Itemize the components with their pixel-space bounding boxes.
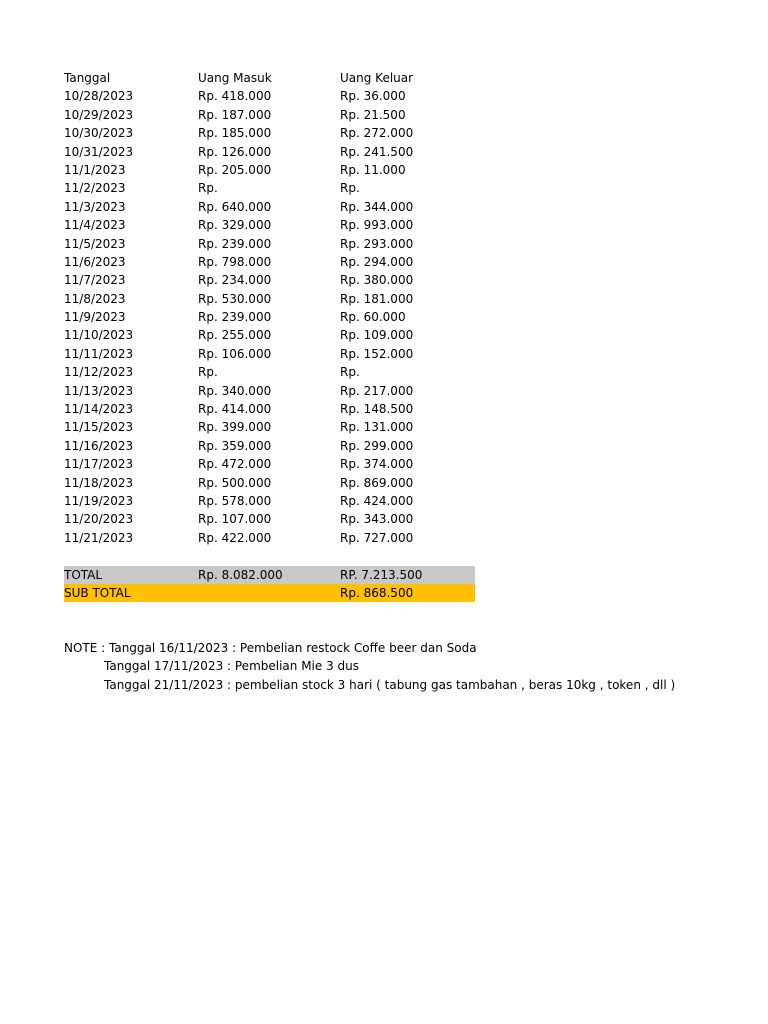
cell-tanggal: 11/13/2023 — [64, 383, 134, 398]
cell-tanggal: 11/18/2023 — [64, 475, 134, 490]
cell-uang-masuk: Rp. 126.000 — [198, 144, 272, 159]
subtotal-row — [64, 584, 475, 602]
table-row — [64, 510, 475, 528]
cell-uang-masuk: Rp. 239.000 — [198, 236, 272, 251]
total-uang-keluar: RP. 7.213.500 — [340, 567, 423, 582]
cell-uang-masuk: Rp. 205.000 — [198, 162, 272, 177]
table-row — [64, 455, 475, 473]
table-header-row — [64, 69, 475, 87]
cell-uang-masuk: Rp. 187.000 — [198, 107, 272, 122]
table-row — [64, 382, 475, 400]
cell-uang-keluar: Rp. 869.000 — [340, 475, 414, 490]
cell-uang-keluar: Rp. 424.000 — [340, 493, 414, 508]
cell-uang-keluar: Rp. 293.000 — [340, 236, 414, 251]
cell-uang-keluar: Rp. 993.000 — [340, 218, 414, 233]
cell-tanggal: 11/2/2023 — [64, 181, 126, 196]
cell-tanggal: 11/6/2023 — [64, 254, 126, 269]
cell-uang-masuk: Rp. 185.000 — [198, 126, 272, 141]
total-uang-masuk: Rp. 8.082.000 — [198, 567, 283, 582]
cash-flow-table — [64, 69, 475, 602]
cell-uang-keluar: Rp. 11.000 — [340, 162, 406, 177]
cell-uang-keluar: Rp. 131.000 — [340, 420, 414, 435]
table-row — [64, 418, 475, 436]
cell-uang-keluar: Rp. 294.000 — [340, 254, 414, 269]
total-row — [64, 566, 475, 584]
cell-tanggal: 11/19/2023 — [64, 493, 134, 508]
cell-uang-keluar: Rp. 272.000 — [340, 126, 414, 141]
cell-uang-masuk: Rp. 340.000 — [198, 383, 272, 398]
cell-tanggal: 11/8/2023 — [64, 291, 126, 306]
cell-uang-masuk: Rp. 798.000 — [198, 254, 272, 269]
cell-tanggal: 11/17/2023 — [64, 457, 134, 472]
cell-uang-masuk: Rp. 422.000 — [198, 530, 272, 545]
cell-uang-masuk: Rp. 107.000 — [198, 512, 272, 527]
cell-uang-masuk: Rp. 414.000 — [198, 402, 272, 417]
table-row — [64, 143, 475, 161]
cell-uang-keluar: Rp. 148.500 — [340, 402, 414, 417]
cell-tanggal: 10/31/2023 — [64, 144, 134, 159]
total-label: TOTAL — [64, 567, 103, 582]
cell-tanggal: 11/9/2023 — [64, 310, 126, 325]
table-row — [64, 363, 475, 381]
cell-uang-keluar: Rp. 109.000 — [340, 328, 414, 343]
cell-uang-masuk: Rp. 640.000 — [198, 199, 272, 214]
cell-tanggal: 11/11/2023 — [64, 346, 134, 361]
cell-tanggal: 11/12/2023 — [64, 365, 134, 380]
cell-tanggal: 11/20/2023 — [64, 512, 134, 527]
cell-uang-masuk: Rp. 106.000 — [198, 346, 272, 361]
note-line-3: Tanggal 21/11/2023 : pembelian stock 3 hari ( tabung gas tambahan , beras 10kg , token , dll ) — [104, 677, 676, 692]
cell-uang-keluar: Rp. 36.000 — [340, 89, 406, 104]
table-row — [64, 437, 475, 455]
cell-uang-masuk: Rp. 329.000 — [198, 218, 272, 233]
table-row — [64, 179, 475, 197]
table-row — [64, 198, 475, 216]
table-row — [64, 124, 475, 142]
cell-uang-keluar: Rp. 299.000 — [340, 438, 414, 453]
table-row — [64, 290, 475, 308]
cell-tanggal: 11/5/2023 — [64, 236, 126, 251]
cell-uang-keluar: Rp. 343.000 — [340, 512, 414, 527]
cell-uang-masuk: Rp. 359.000 — [198, 438, 272, 453]
cell-uang-keluar: Rp. 21.500 — [340, 107, 406, 122]
cell-uang-keluar: Rp. 380.000 — [340, 273, 414, 288]
cell-uang-masuk: Rp. 578.000 — [198, 493, 272, 508]
table-row — [64, 235, 475, 253]
table-row — [64, 87, 475, 105]
notes-section — [64, 639, 675, 694]
table-row — [64, 345, 475, 363]
table-row — [64, 106, 475, 124]
cell-tanggal: 11/15/2023 — [64, 420, 134, 435]
cell-uang-masuk: Rp. 418.000 — [198, 89, 272, 104]
cell-uang-keluar: Rp. 152.000 — [340, 346, 414, 361]
cell-uang-masuk: Rp. 239.000 — [198, 310, 272, 325]
cell-tanggal: 11/1/2023 — [64, 162, 126, 177]
table-row — [64, 271, 475, 289]
column-header-tanggal: Tanggal — [64, 71, 111, 85]
cell-uang-keluar: Rp. 181.000 — [340, 291, 414, 306]
cell-uang-masuk: Rp. 472.000 — [198, 457, 272, 472]
table-row — [64, 216, 475, 234]
cell-uang-keluar: Rp. 241.500 — [340, 144, 414, 159]
table-row — [64, 529, 475, 547]
cell-uang-masuk: Rp. 500.000 — [198, 475, 272, 490]
table-row — [64, 400, 475, 418]
cell-tanggal: 11/4/2023 — [64, 218, 126, 233]
table-body — [64, 87, 475, 547]
column-header-uang-masuk: Uang Masuk — [198, 71, 272, 85]
cell-tanggal: 10/29/2023 — [64, 107, 134, 122]
cell-uang-keluar: Rp. — [340, 365, 360, 380]
cell-tanggal: 11/10/2023 — [64, 328, 134, 343]
column-header-uang-keluar: Uang Keluar — [340, 71, 414, 85]
cell-tanggal: 11/14/2023 — [64, 402, 134, 417]
cell-uang-keluar: Rp. — [340, 181, 360, 196]
cell-tanggal: 11/3/2023 — [64, 199, 126, 214]
cell-uang-keluar: Rp. 344.000 — [340, 199, 414, 214]
table-row — [64, 492, 475, 510]
cell-uang-keluar: Rp. 727.000 — [340, 530, 414, 545]
table-row — [64, 326, 475, 344]
cell-uang-masuk: Rp. 530.000 — [198, 291, 272, 306]
cell-tanggal: 11/21/2023 — [64, 530, 134, 545]
cell-uang-keluar: Rp. 374.000 — [340, 457, 414, 472]
cell-tanggal: 11/16/2023 — [64, 438, 134, 453]
cell-uang-keluar: Rp. 60.000 — [340, 310, 406, 325]
spacer-row — [64, 547, 475, 565]
table-row — [64, 161, 475, 179]
note-line-1: NOTE : Tanggal 16/11/2023 : Pembelian restock Coffe beer dan Soda — [64, 641, 477, 655]
cell-uang-masuk: Rp. 234.000 — [198, 273, 272, 288]
cell-uang-masuk: Rp. — [198, 365, 218, 380]
cell-uang-masuk: Rp. 255.000 — [198, 328, 272, 343]
table-row — [64, 308, 475, 326]
subtotal-uang-keluar: Rp. 868.500 — [340, 585, 414, 600]
cell-uang-keluar: Rp. 217.000 — [340, 383, 414, 398]
subtotal-uang-masuk — [198, 584, 340, 602]
note-line-2: Tanggal 17/11/2023 : Pembelian Mie 3 dus — [104, 659, 360, 674]
cell-uang-masuk: Rp. — [198, 181, 218, 196]
table-row — [64, 474, 475, 492]
subtotal-label: SUB TOTAL — [64, 585, 131, 600]
cell-tanggal: 10/28/2023 — [64, 89, 134, 104]
cell-uang-masuk: Rp. 399.000 — [198, 420, 272, 435]
cell-tanggal: 11/7/2023 — [64, 273, 126, 288]
cell-tanggal: 10/30/2023 — [64, 126, 134, 141]
table-row — [64, 253, 475, 271]
